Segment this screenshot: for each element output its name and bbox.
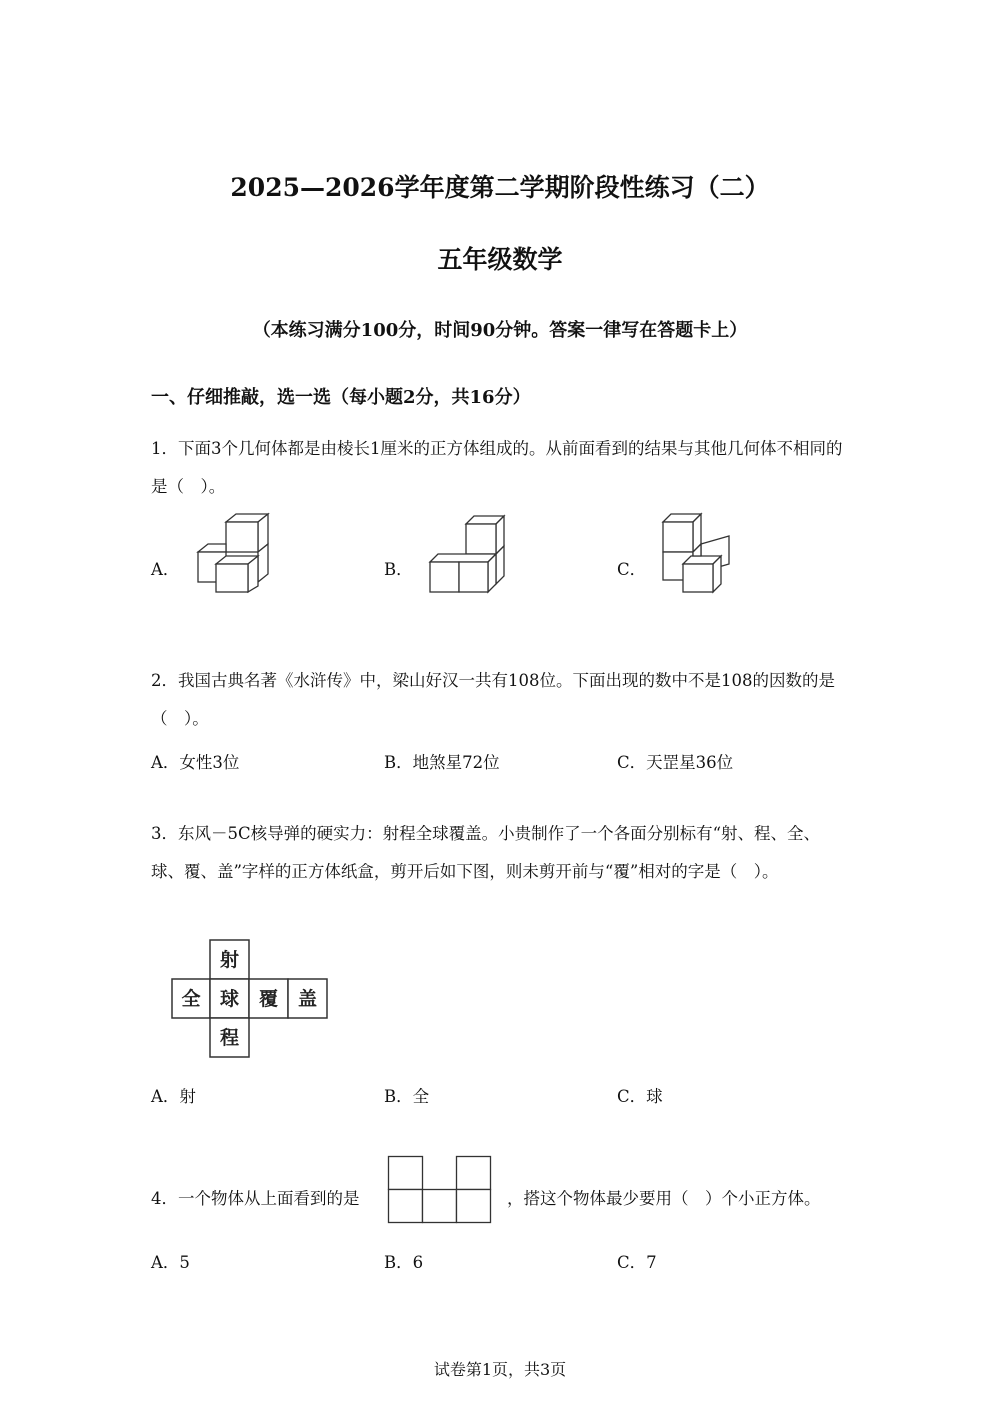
question-4-option-a: A．5	[151, 1253, 190, 1272]
net-face-3: 覆	[258, 988, 279, 1010]
net-face-1: 全	[181, 988, 201, 1010]
question-1-option-a: A．	[151, 560, 180, 579]
question-2-option-b: B．地煞星72位	[384, 753, 500, 772]
question-4-stem-after: ，搭这个物体最少要用（ ）个小正方体。	[507, 1189, 821, 1208]
question-1-option-b: B．	[384, 560, 413, 579]
page-subtitle: 五年级数学	[437, 245, 563, 274]
cube-figure-a	[196, 512, 272, 594]
question-4-stem-before: 4．一个物体从上面看到的是	[151, 1189, 360, 1208]
net-face-4: 盖	[297, 988, 318, 1010]
question-3-stem: 3．东风－5C核导弹的硬实力：射程全球覆盖。小贵制作了一个各面分别标有“射、程、全、球、覆、盖”字样的正方体纸盒，剪开后如下图，则未剪开前与“覆”相对的字是（ ）。	[151, 824, 821, 881]
question-4-option-c: C．7	[617, 1253, 657, 1272]
question-1-option-c: C．	[617, 560, 647, 579]
exam-note: （本练习满分100分，时间90分钟。答案一律写在答题卡上）	[252, 320, 748, 341]
question-3-option-a: A．射	[151, 1087, 196, 1106]
top-view-figure	[387, 1155, 493, 1225]
question-2-stem: 2．我国古典名著《水浒传》中，梁山好汉一共有108位。下面出现的数中不是108的因数的是（ ）。	[151, 671, 835, 728]
net-face-2: 球	[219, 988, 240, 1010]
question-3-option-c: C．球	[617, 1087, 663, 1106]
cube-figure-b	[428, 514, 508, 594]
cube-net	[170, 938, 330, 1060]
net-face-top: 射	[219, 949, 240, 971]
net-face-bottom: 程	[219, 1027, 240, 1049]
question-2-option-a: A．女性3位	[151, 753, 240, 772]
question-4-option-b: B．6	[384, 1253, 424, 1272]
question-3-option-b: B．全	[384, 1087, 430, 1106]
cube-figure-c	[661, 512, 733, 594]
question-2-option-c: C．天罡星36位	[617, 753, 734, 772]
section-heading: 一、仔细推敲，选一选（每小题2分，共16分）	[151, 387, 531, 408]
page-footer: 试卷第1页，共3页	[433, 1360, 567, 1379]
page-title: 2025—2026学年度第二学期阶段性练习（二）	[230, 173, 770, 202]
question-1-stem: 1．下面3个几何体都是由棱长1厘米的正方体组成的。从前面看到的结果与其他几何体不相同的是（ ）。	[151, 439, 843, 496]
